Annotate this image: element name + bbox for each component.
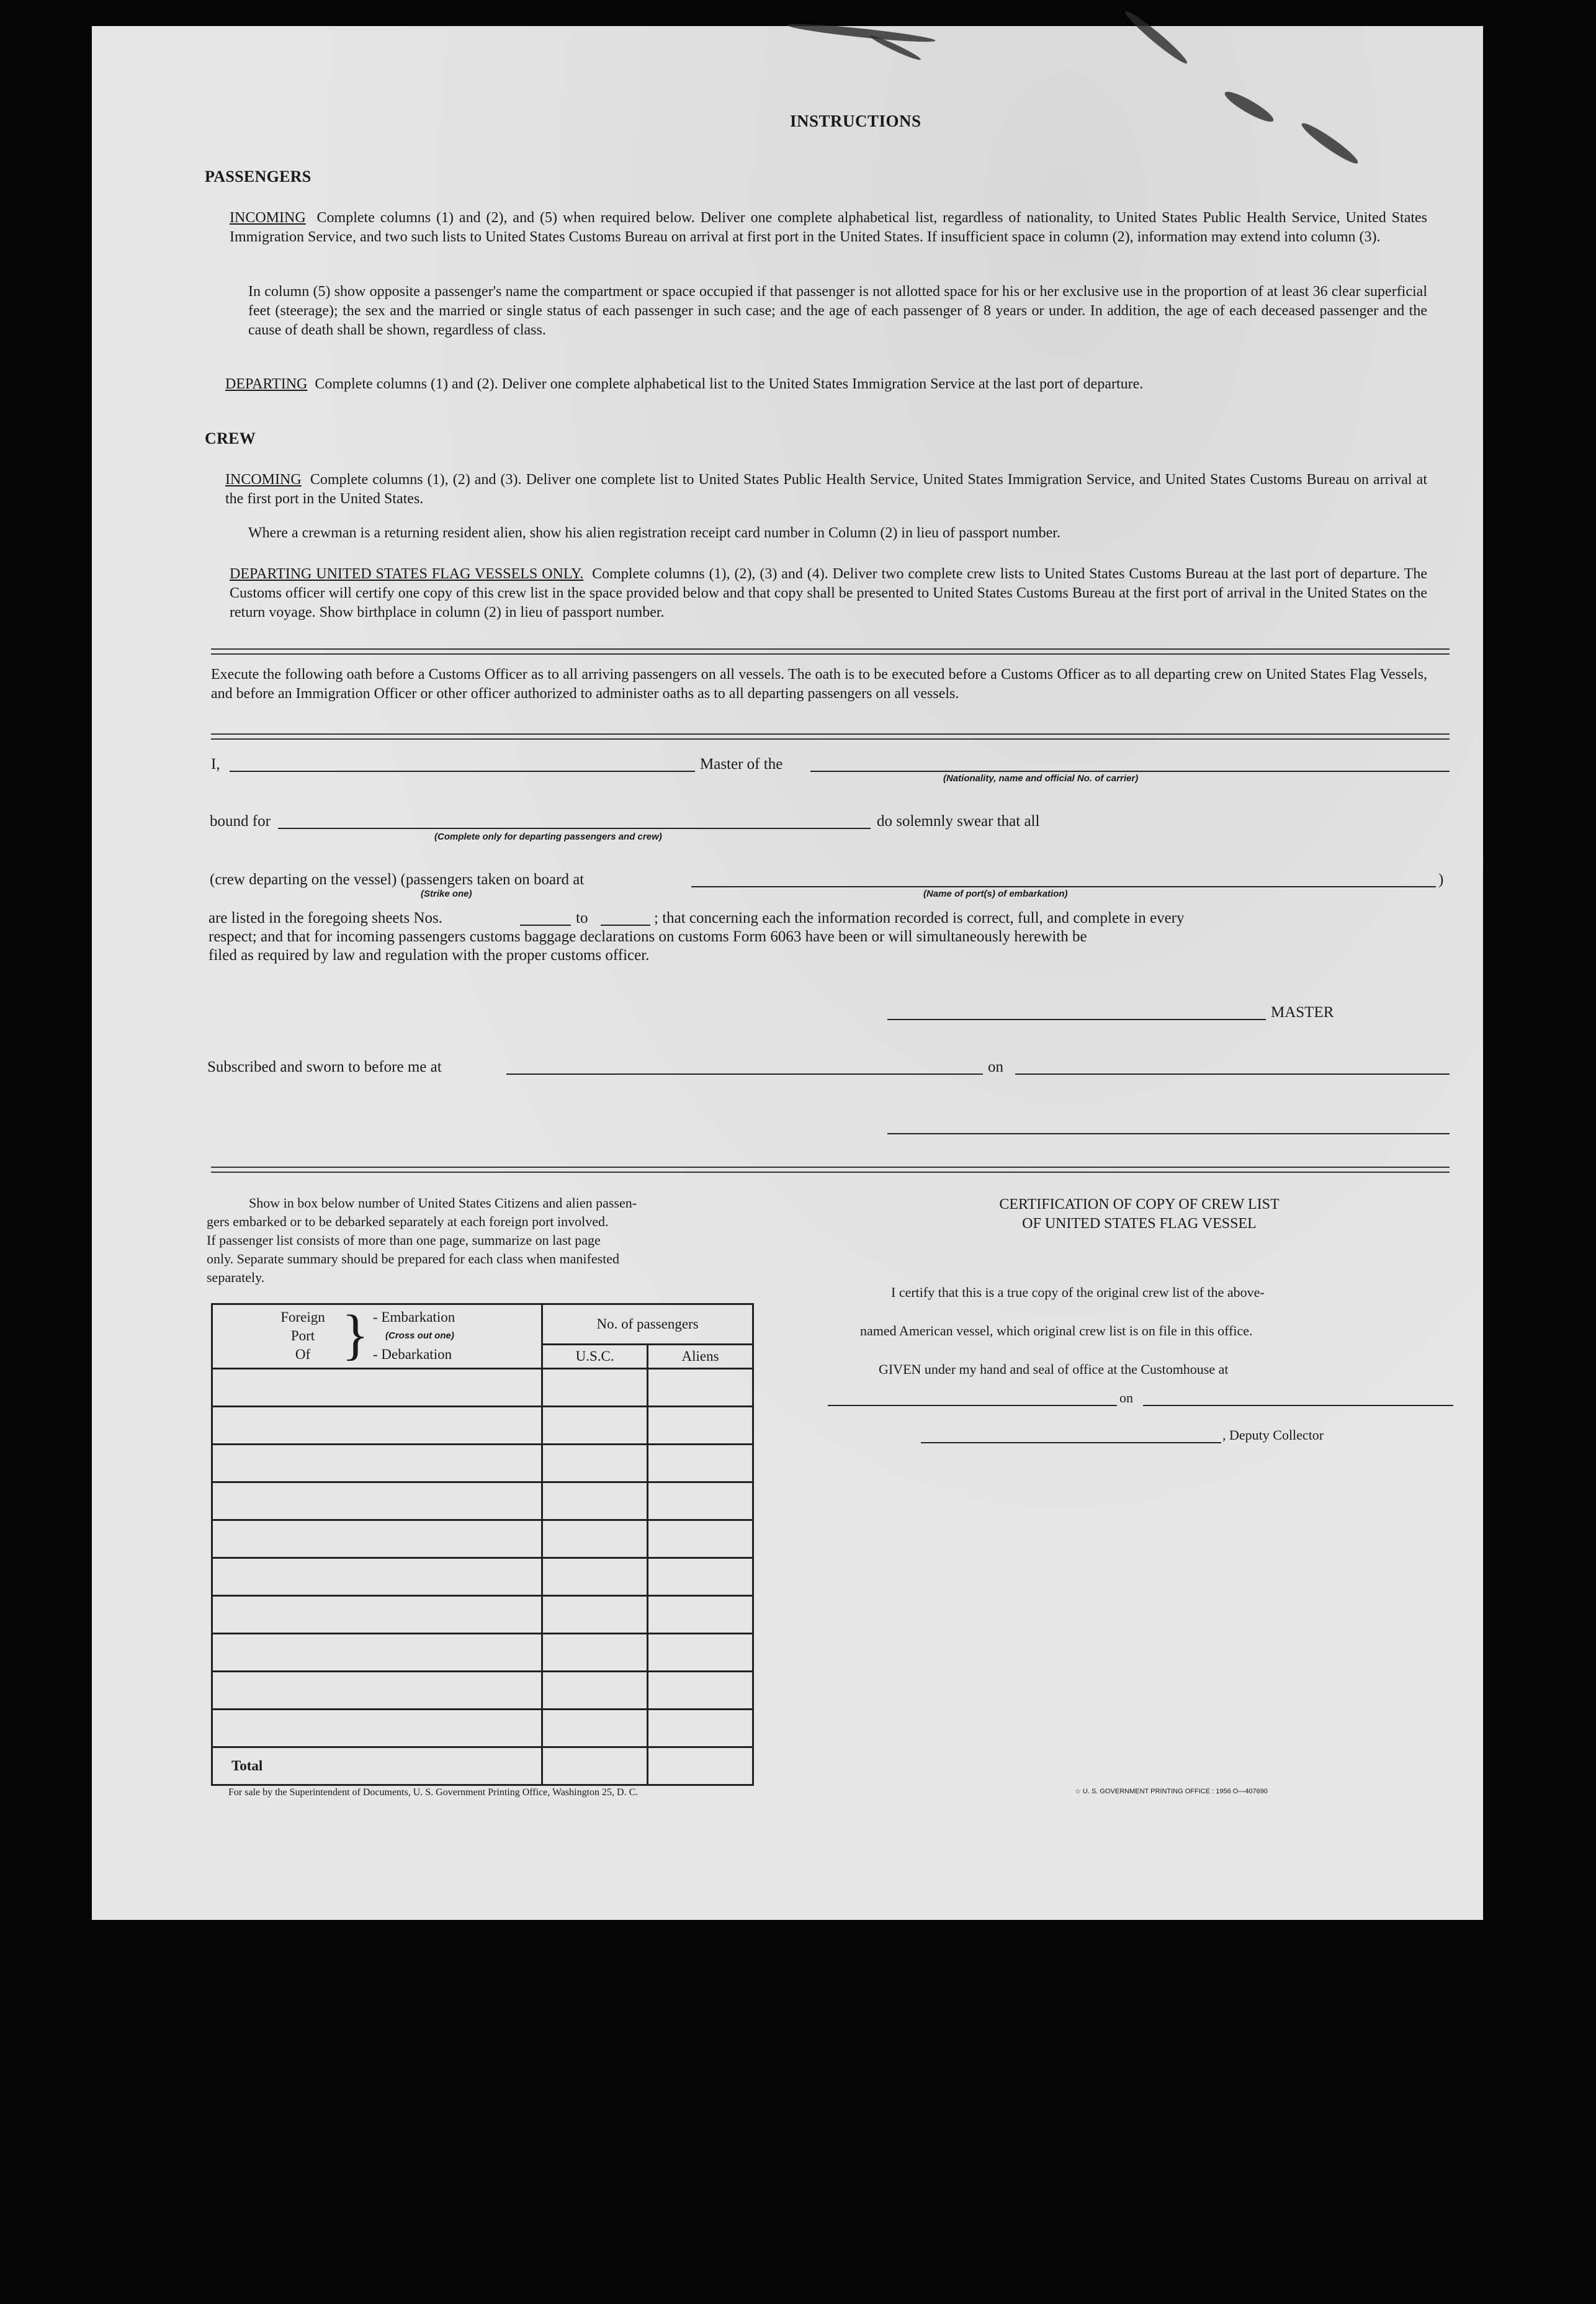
master-signature-field[interactable]	[887, 1019, 1266, 1020]
header-debarkation: - Debarkation	[373, 1346, 452, 1362]
sworn-date-field[interactable]	[1015, 1074, 1450, 1075]
strike-hint: (Strike one)	[421, 889, 472, 899]
sworn-on-label: on	[988, 1059, 1003, 1075]
crew-incoming-text: Complete columns (1), (2) and (3). Deliver one complete list to United States Public Health Service, United States Immigration Service, and United States Customs Bureau on arrival at the first port in the United States.	[225, 472, 1427, 507]
summary-line: only. Separate summary should be prepared for each class when manifested	[207, 1251, 620, 1266]
header-foreign: Foreign	[280, 1309, 325, 1325]
port-cell[interactable]	[212, 1710, 542, 1747]
aliens-cell[interactable]	[648, 1445, 753, 1482]
brace-icon: }	[342, 1304, 369, 1366]
port-cell[interactable]	[212, 1558, 542, 1596]
listed-text-d: filed as required by law and regulation with the proper customs officer.	[208, 947, 650, 964]
listed-text-c: respect; and that for incoming passengers customs baggage declarations on customs Form 6063 have been or will simultaneously herewith be	[208, 928, 1087, 945]
total-label: Total	[212, 1747, 542, 1785]
ports-hint: (Name of port(s) of embarkation)	[923, 889, 1068, 899]
crew-departing-text: Complete columns (1), (2), (3) and (4). Deliver two complete crew lists to United States Customs Bureau at the last port of departure. The Customs officer will certify one copy of this crew list in the space provided below and that copy shall be presented to United States Customs Bureau at the first port of arrival in the United States on the return voyage. Show birthplace in column (2) in lieu of passport number.	[230, 566, 1427, 621]
table-row	[212, 1369, 753, 1407]
page-title: INSTRUCTIONS	[790, 112, 921, 130]
crew-incoming-paragraph	[225, 470, 1427, 509]
crew-departing-paragraph	[230, 565, 1427, 622]
officer-signature-field[interactable]	[887, 1133, 1450, 1134]
aliens-cell[interactable]	[648, 1520, 753, 1558]
divider	[211, 733, 1450, 740]
oath-i-label: I,	[211, 756, 220, 773]
port-cell[interactable]	[212, 1407, 542, 1445]
table-row	[212, 1558, 753, 1596]
master-name-field[interactable]	[230, 771, 695, 772]
embarkation-ports-field[interactable]	[691, 886, 1436, 887]
usc-cell[interactable]	[542, 1369, 648, 1407]
port-cell[interactable]	[212, 1520, 542, 1558]
bound-for-label: bound for	[210, 813, 271, 830]
aliens-cell[interactable]	[648, 1596, 753, 1634]
footer-gpo-text: ☆ U. S. GOVERNMENT PRINTING OFFICE : 1956 O—407690	[1075, 1788, 1268, 1795]
passengers-incoming-paragraph	[230, 208, 1427, 247]
aliens-cell[interactable]	[648, 1672, 753, 1710]
summary-line: Show in box below number of United States Citizens and alien passen-	[249, 1195, 637, 1211]
carrier-field[interactable]	[810, 771, 1450, 772]
table-row	[212, 1407, 753, 1445]
listed-to-label: to	[576, 910, 588, 926]
header-of: Of	[295, 1346, 311, 1362]
total-row	[212, 1747, 753, 1785]
passengers-column5-paragraph: In column (5) show opposite a passenger's name the compartment or space occupied if that passenger is not allotted space for his or her exclusive use in the proportion of at least 36 clear superficial feet (steerage); the sex and the married or single status of each passenger in such case; and the age of each passenger of 8 years or under. In addition, the age of each deceased passenger and the cause of death shall be shown, regardless of class.	[248, 284, 1427, 338]
port-cell[interactable]	[212, 1369, 542, 1407]
scan-smudge	[787, 20, 936, 45]
certification-line3: GIVEN under my hand and seal of office at the Customhouse at	[879, 1361, 1229, 1377]
certification-on-label: on	[1119, 1390, 1133, 1405]
aliens-header: Aliens	[648, 1345, 753, 1369]
usc-header: U.S.C.	[542, 1345, 648, 1369]
aliens-cell[interactable]	[648, 1407, 753, 1445]
crew-heading: CREW	[205, 429, 256, 447]
customhouse-field[interactable]	[828, 1405, 1117, 1406]
usc-cell[interactable]	[542, 1634, 648, 1672]
crew-options-text: (crew departing on the vessel) (passengers taken on board at	[210, 871, 585, 888]
bound-for-hint: (Complete only for departing passengers and crew)	[434, 832, 662, 842]
aliens-cell[interactable]	[648, 1369, 753, 1407]
certification-heading-line2: OF UNITED STATES FLAG VESSEL	[1022, 1216, 1257, 1232]
form-sheet	[92, 26, 1483, 1920]
summary-line: If passenger list consists of more than one page, summarize on last page	[207, 1232, 601, 1248]
master-label: MASTER	[1271, 1004, 1334, 1021]
sworn-place-field[interactable]	[506, 1074, 983, 1075]
port-cell[interactable]	[212, 1482, 542, 1520]
crew-departing-label: DEPARTING UNITED STATES FLAG VESSELS ONLY.	[230, 566, 584, 582]
usc-cell[interactable]	[542, 1482, 648, 1520]
port-cell[interactable]	[212, 1672, 542, 1710]
total-usc-cell[interactable]	[542, 1747, 648, 1785]
usc-cell[interactable]	[542, 1407, 648, 1445]
passengers-departing-label: DEPARTING	[225, 376, 308, 392]
port-cell[interactable]	[212, 1445, 542, 1482]
usc-cell[interactable]	[542, 1558, 648, 1596]
usc-cell[interactable]	[542, 1710, 648, 1747]
passenger-summary-table	[211, 1303, 754, 1786]
subscribed-text: Subscribed and sworn to before me at	[207, 1059, 442, 1075]
table-row	[212, 1482, 753, 1520]
port-header	[212, 1304, 542, 1369]
master-of-label: Master of the	[700, 756, 783, 773]
close-paren: )	[1438, 871, 1444, 888]
passengers-incoming-text: Complete columns (1) and (2), and (5) when required below. Deliver one complete alphabetical list, regardless of nationality, to United States Public Health Service, United States Immigration Service, and two such lists to United States Customs Bureau on arrival at first port in the United States. If insufficient space in column (2), information may extend into column (3).	[230, 210, 1428, 245]
total-aliens-cell[interactable]	[648, 1747, 753, 1785]
sheet-from-field[interactable]	[520, 925, 571, 926]
summary-instructions	[207, 1194, 771, 1287]
aliens-cell[interactable]	[648, 1558, 753, 1596]
passengers-departing-text: Complete columns (1) and (2). Deliver one complete alphabetical list to the United States Immigration Service at the last port of departure.	[315, 376, 1144, 392]
table-row	[212, 1672, 753, 1710]
summary-line: separately.	[207, 1270, 265, 1285]
carrier-hint: (Nationality, name and official No. of carrier)	[943, 773, 1139, 784]
bound-for-field[interactable]	[278, 828, 871, 829]
table-row	[212, 1596, 753, 1634]
table-row	[212, 1710, 753, 1747]
usc-cell[interactable]	[542, 1596, 648, 1634]
certification-heading-line1: CERTIFICATION OF COPY OF CREW LIST	[999, 1196, 1280, 1213]
scan-smudge	[1222, 87, 1276, 126]
listed-text-a: are listed in the foregoing sheets Nos.	[208, 910, 442, 926]
passengers-departing-paragraph	[225, 375, 1427, 394]
scan-smudge	[1122, 7, 1190, 67]
divider	[211, 648, 1450, 655]
certification-heading	[922, 1195, 1356, 1234]
usc-cell[interactable]	[542, 1520, 648, 1558]
certification-line1: I certify that this is a true copy of the original crew list of the above-	[891, 1284, 1265, 1300]
table-row	[212, 1445, 753, 1482]
footer-sale-text: For sale by the Superintendent of Documents, U. S. Government Printing Office, Washington 25, D. C.	[228, 1787, 639, 1798]
crew-incoming-label: INCOMING	[225, 472, 302, 488]
passengers-incoming-label: INCOMING	[230, 210, 306, 226]
passengers-heading: PASSENGERS	[205, 168, 312, 186]
table-row	[212, 1520, 753, 1558]
oath-intro: Execute the following oath before a Customs Officer as to all arriving passengers on all vessels. The oath is to be executed before a Customs Officer as to all departing crew on United States Flag Vessels, and before an Immigration Officer or other officer authorized to administer oaths as to all departing passengers on all vessels.	[211, 666, 1427, 702]
swear-text: do solemnly swear that all	[877, 813, 1040, 830]
summary-line: gers embarked or to be debarked separately at each foreign port involved.	[207, 1214, 609, 1229]
header-cross-out: (Cross out one)	[385, 1330, 454, 1341]
deputy-signature-field[interactable]	[921, 1442, 1221, 1443]
crew-resident-paragraph: Where a crewman is a returning resident alien, show his alien registration receipt card number in Column (2) in lieu of passport number.	[248, 525, 1060, 541]
certification-text	[860, 1273, 1265, 1389]
port-cell[interactable]	[212, 1596, 542, 1634]
usc-cell[interactable]	[542, 1672, 648, 1710]
header-embarkation: - Embarkation	[373, 1309, 455, 1325]
certification-line2: named American vessel, which original crew list is on file in this office.	[860, 1323, 1253, 1338]
header-port: Port	[290, 1327, 315, 1343]
aliens-cell[interactable]	[648, 1482, 753, 1520]
usc-cell[interactable]	[542, 1445, 648, 1482]
aliens-cell[interactable]	[648, 1710, 753, 1747]
sheet-to-field[interactable]	[601, 925, 650, 926]
certification-date-field[interactable]	[1143, 1405, 1453, 1406]
table-row	[212, 1634, 753, 1672]
port-cell[interactable]	[212, 1634, 542, 1672]
scan-smudge	[1299, 119, 1361, 168]
no-passengers-header: No. of passengers	[542, 1304, 753, 1345]
deputy-collector-label: , Deputy Collector	[1222, 1427, 1324, 1443]
divider	[211, 1167, 1450, 1173]
aliens-cell[interactable]	[648, 1634, 753, 1672]
listed-text-b: ; that concerning each the information recorded is correct, full, and complete in every	[654, 910, 1185, 926]
